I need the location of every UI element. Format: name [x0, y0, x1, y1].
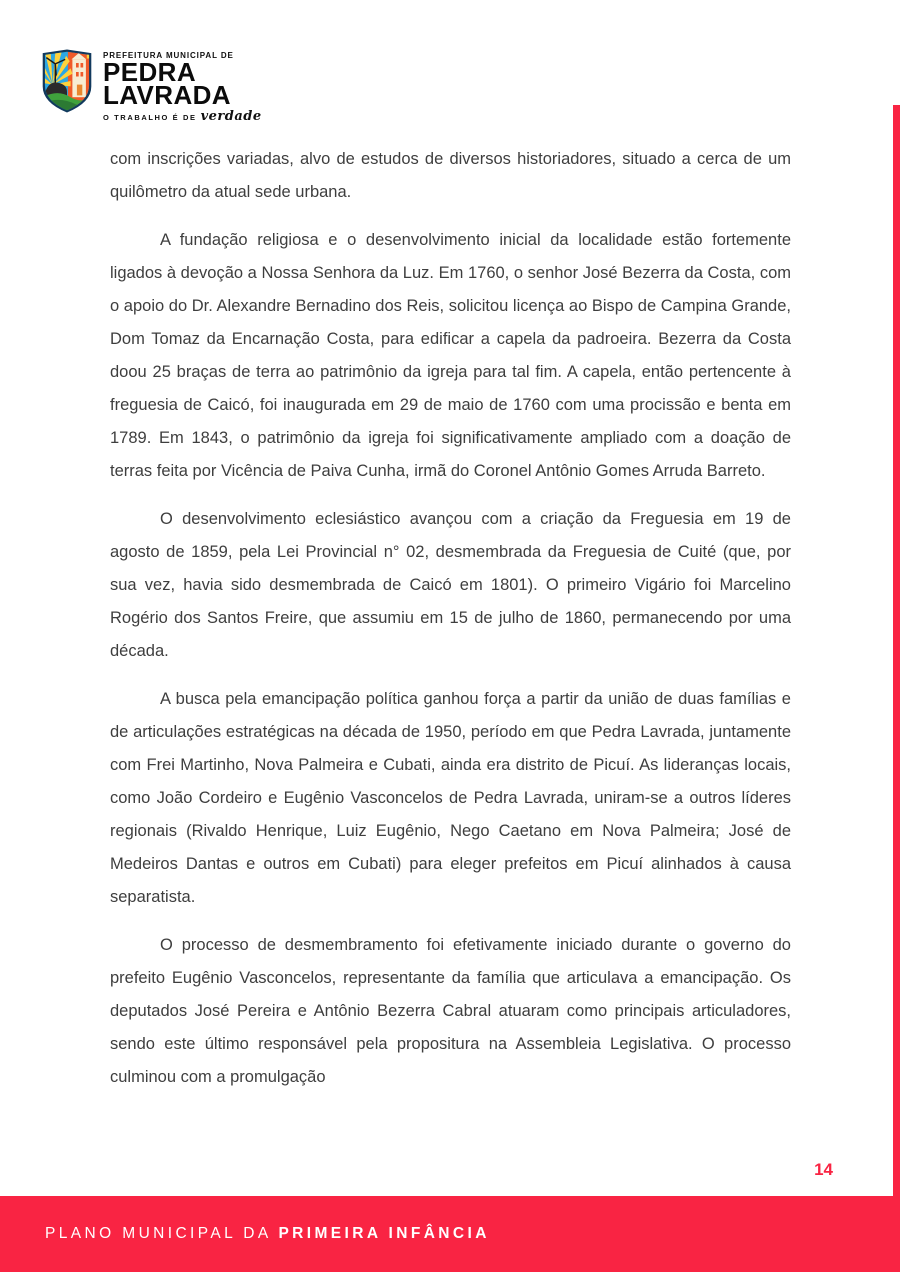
footer-bar [0, 1196, 900, 1272]
logo-city-name-line1: PEDRA [103, 57, 197, 87]
footer-title [45, 1225, 490, 1243]
logo-slogan [103, 109, 262, 124]
logo-slogan-script: verdade [200, 109, 262, 124]
right-accent-bar [893, 105, 900, 1272]
body-paragraph: O processo de desmembramento foi efetivamente iniciado durante o governo do prefeito Eugênio Vasconcelos, representante da família que articulava a emancipação. Os deputados José Pereira e Antônio Bezerra Cabral atuaram como principais articuladores, sendo este último responsável pela propositura na Assembleia Legislativa. O processo culminou com a promulgação [110, 936, 791, 1086]
logo-org-label: PREFEITURA MUNICIPAL DE [103, 51, 234, 60]
logo-slogan-prefix: O TRABALHO É DE [103, 113, 197, 122]
logo-city-name-line2: LAVRADA [103, 79, 231, 110]
document-body [110, 143, 791, 1109]
coat-of-arms-icon [40, 48, 94, 114]
body-paragraph: A fundação religiosa e o desenvolvimento inicial da localidade estão fortemente ligados à devoção a Nossa Senhora da Luz. Em 1760, o senhor José Bezerra da Costa, com o apoio do Dr. Alexandre Bernadino dos Reis, solicitou licença ao Bispo de Campina Grande, Dom Tomaz da Encarnação Costa, para edificar a capela da padroeira. Bezerra da Costa doou 25 braças de terra ao patrimônio da igreja para tal fim. A capela, então pertencente à freguesia de Caicó, foi inaugurada em 29 de maio de 1760 com uma procissão e benta em 1789. Em 1843, o patrimônio da igreja foi significativamente ampliado com a doação de terras feita por Vicência de Paiva Cunha, irmã do Coronel Antônio Gomes Arruda Barreto. [110, 231, 791, 480]
body-paragraph: O desenvolvimento eclesiástico avançou com a criação da Freguesia em 19 de agosto de 1859, pela Lei Provincial n° 02, desmembrada da Freguesia de Cuité (que, por sua vez, havia sido desmembrada de Caicó em 1801). O primeiro Vigário foi Marcelino Rogério dos Santos Freire, que assumiu em 15 de julho de 1860, permanecendo por uma década. [110, 510, 791, 660]
footer-title-regular: PLANO MUNICIPAL DA [45, 1225, 271, 1242]
municipality-logo [40, 48, 262, 124]
body-paragraph: A busca pela emancipação política ganhou força a partir da união de duas famílias e de articulações estratégicas na década de 1950, período em que Pedra Lavrada, juntamente com Frei Martinho, Nova Palmeira e Cubati, ainda era distrito de Picuí. As lideranças locais, como João Cordeiro e Eugênio Vasconcelos de Pedra Lavrada, uniram-se a outros líderes regionais (Rivaldo Henrique, Luiz Eugênio, Nego Caetano em Nova Palmeira; José de Medeiros Dantas e outros em Cubati) para eleger prefeitos em Picuí alinhados à causa separatista. [110, 690, 791, 906]
page-number: 14 [814, 1160, 833, 1179]
logo-wordmark [103, 48, 262, 124]
footer-title-bold: PRIMEIRA INFÂNCIA [278, 1225, 490, 1242]
body-paragraph: com inscrições variadas, alvo de estudos de diversos historiadores, situado a cerca de um quilômetro da atual sede urbana. [110, 150, 791, 201]
